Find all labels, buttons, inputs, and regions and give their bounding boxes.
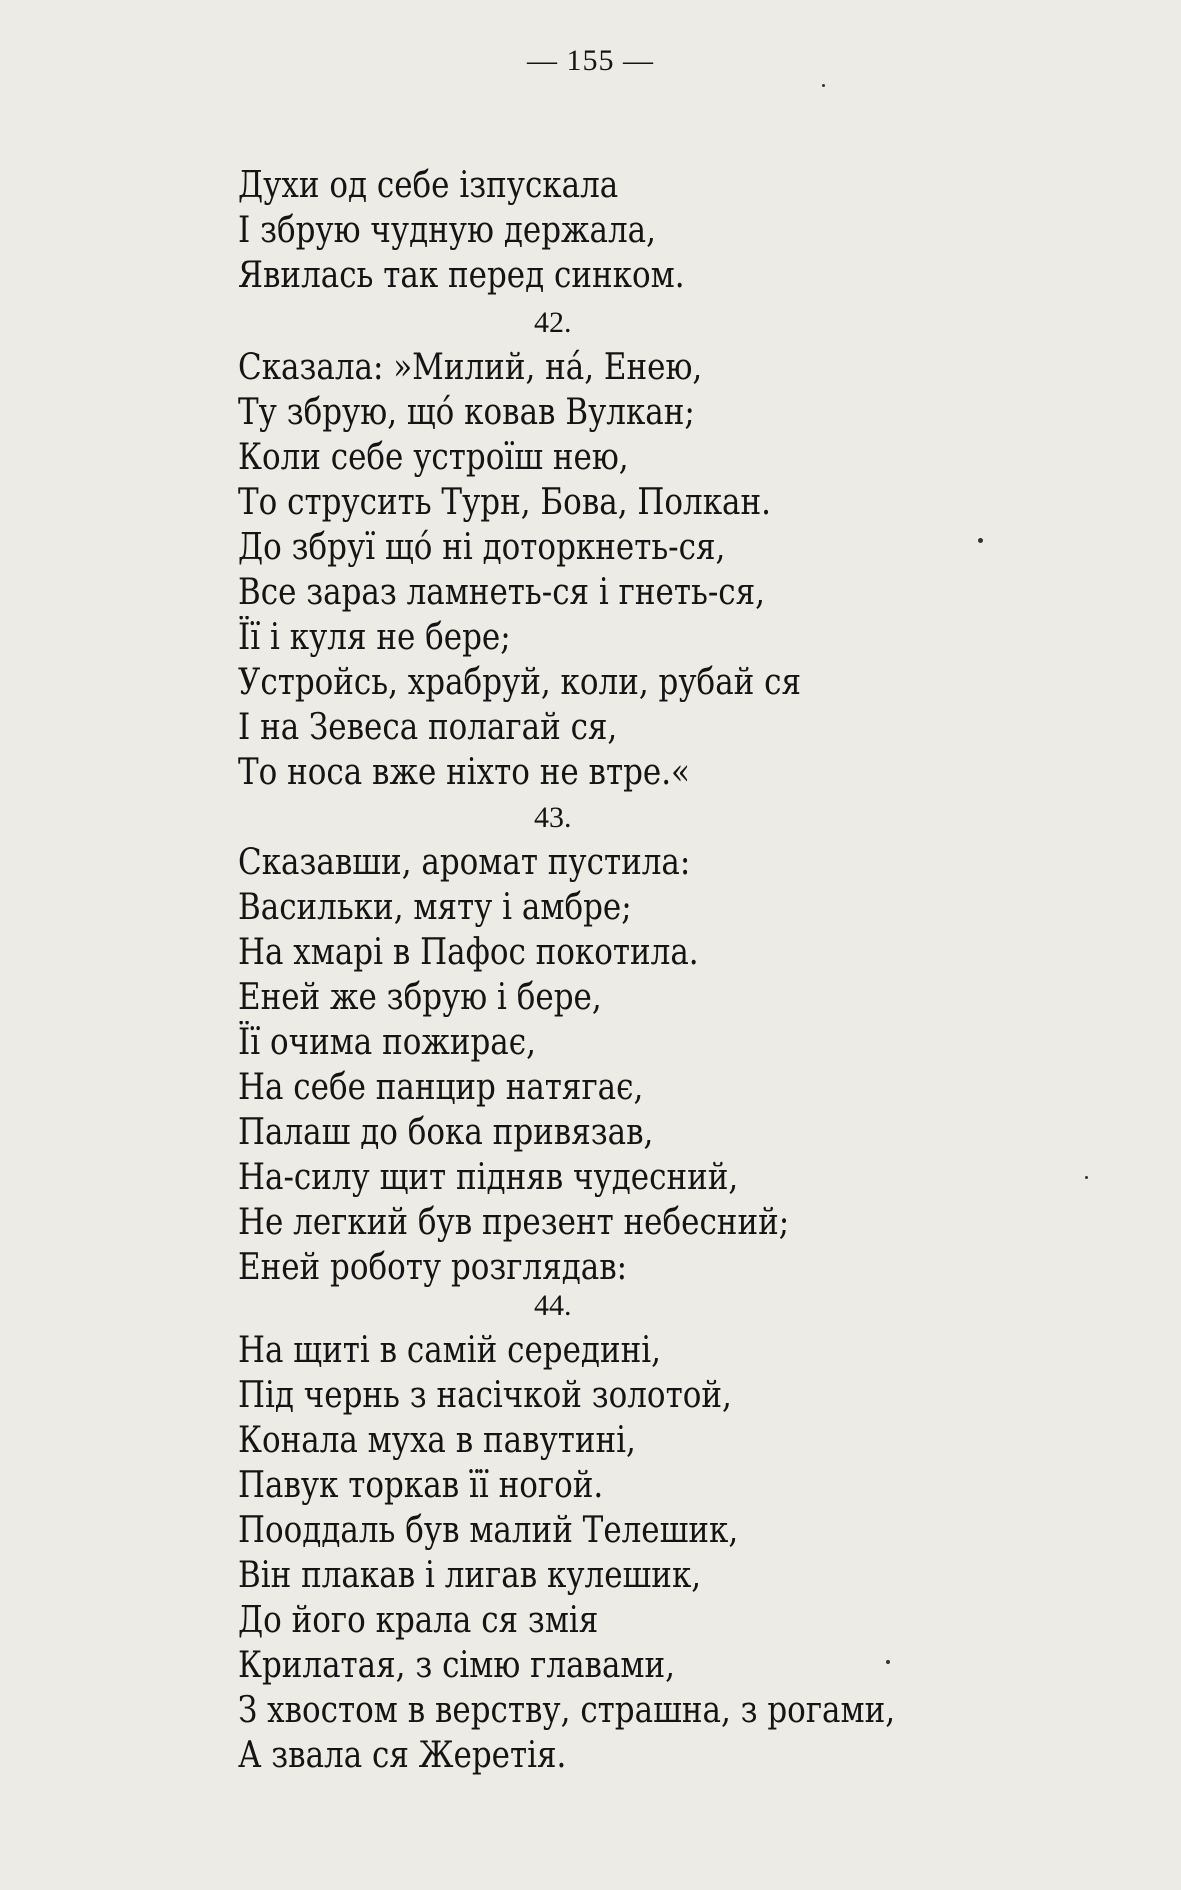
paper-speck (978, 538, 983, 543)
poem-line: Васильки, мяту і амбре; (238, 887, 632, 928)
stanza-number: 44. (534, 1289, 572, 1322)
poem-line: Коли себе устроїш нею, (238, 437, 629, 478)
poem-line: Ту збрую, що́ ковав Вулкан; (238, 392, 695, 433)
poem-line: Духи од себе ізпускала (238, 165, 619, 206)
poem-line: То струсить Турн, Бова, Полкан. (238, 482, 771, 523)
poem-line: Палаш до бока привязав, (238, 1112, 654, 1153)
poem-line: До збруї що́ ні доторкнеть-ся, (238, 527, 726, 568)
page-number: — 155 — (527, 44, 654, 77)
poem-line: Явилась так перед синком. (238, 255, 685, 296)
stanza-43 (238, 795, 879, 1290)
stanza-44 (238, 1283, 1002, 1778)
poem-line: Конала муха в павутині, (238, 1420, 636, 1461)
poem-line: На себе панцир натягає, (238, 1067, 644, 1108)
poem-line: Еней роботу розглядав: (238, 1247, 628, 1288)
paper-speck (822, 84, 825, 87)
stanza-number: 42. (534, 306, 572, 339)
poem-line: І на Зевеса полагай ся, (238, 707, 618, 748)
stanza-number: 43. (534, 801, 572, 834)
poem-line: А звала ся Жеретія. (238, 1735, 567, 1776)
poem-line: На-силу щит підняв чудесний, (238, 1157, 739, 1198)
poem-line: Крилатая, з сімю главами, (238, 1645, 675, 1686)
paper-speck (886, 1660, 890, 1664)
poem-line: На щиті в самій середині, (238, 1330, 661, 1371)
poem-line: Павук торкав її ногой. (238, 1465, 604, 1506)
poem-line: Устройсь, храбруй, коли, рубай ся (238, 662, 802, 703)
poem-line: Пооддаль був малий Телешик, (238, 1510, 739, 1551)
poem-line: Її і куля не бере; (238, 617, 511, 658)
poem-line: Не легкий був презент небесний; (238, 1202, 790, 1243)
poem-line: Він плакав і лигав кулешик, (238, 1555, 702, 1596)
poem-line: Еней же збрую і бере, (238, 977, 602, 1018)
poem-line: З хвостом в верству, страшна, з рогами, (238, 1690, 896, 1731)
paper-speck (1085, 1176, 1088, 1179)
poem-line: І збрую чудную держала, (238, 210, 656, 251)
poem-line: Все зараз ламнеть-ся і гнеть-ся, (238, 572, 766, 613)
poem-line: Під чернь з насічкой золотой, (238, 1375, 732, 1416)
poem-line: Сказала: »Милий, на́, Енею, (238, 347, 703, 388)
poem-line: На хмарі в Пафос покотила. (238, 932, 699, 973)
stanza-41-ending (238, 163, 757, 298)
poem-line: То носа вже ніхто не втре.« (238, 752, 691, 793)
poem-line: Сказавши, аромат пустила: (238, 842, 691, 883)
poem-line: Її очима пожирає, (238, 1022, 536, 1063)
stanza-42 (238, 300, 893, 795)
poem-line: До його крала ся змія (238, 1600, 599, 1641)
